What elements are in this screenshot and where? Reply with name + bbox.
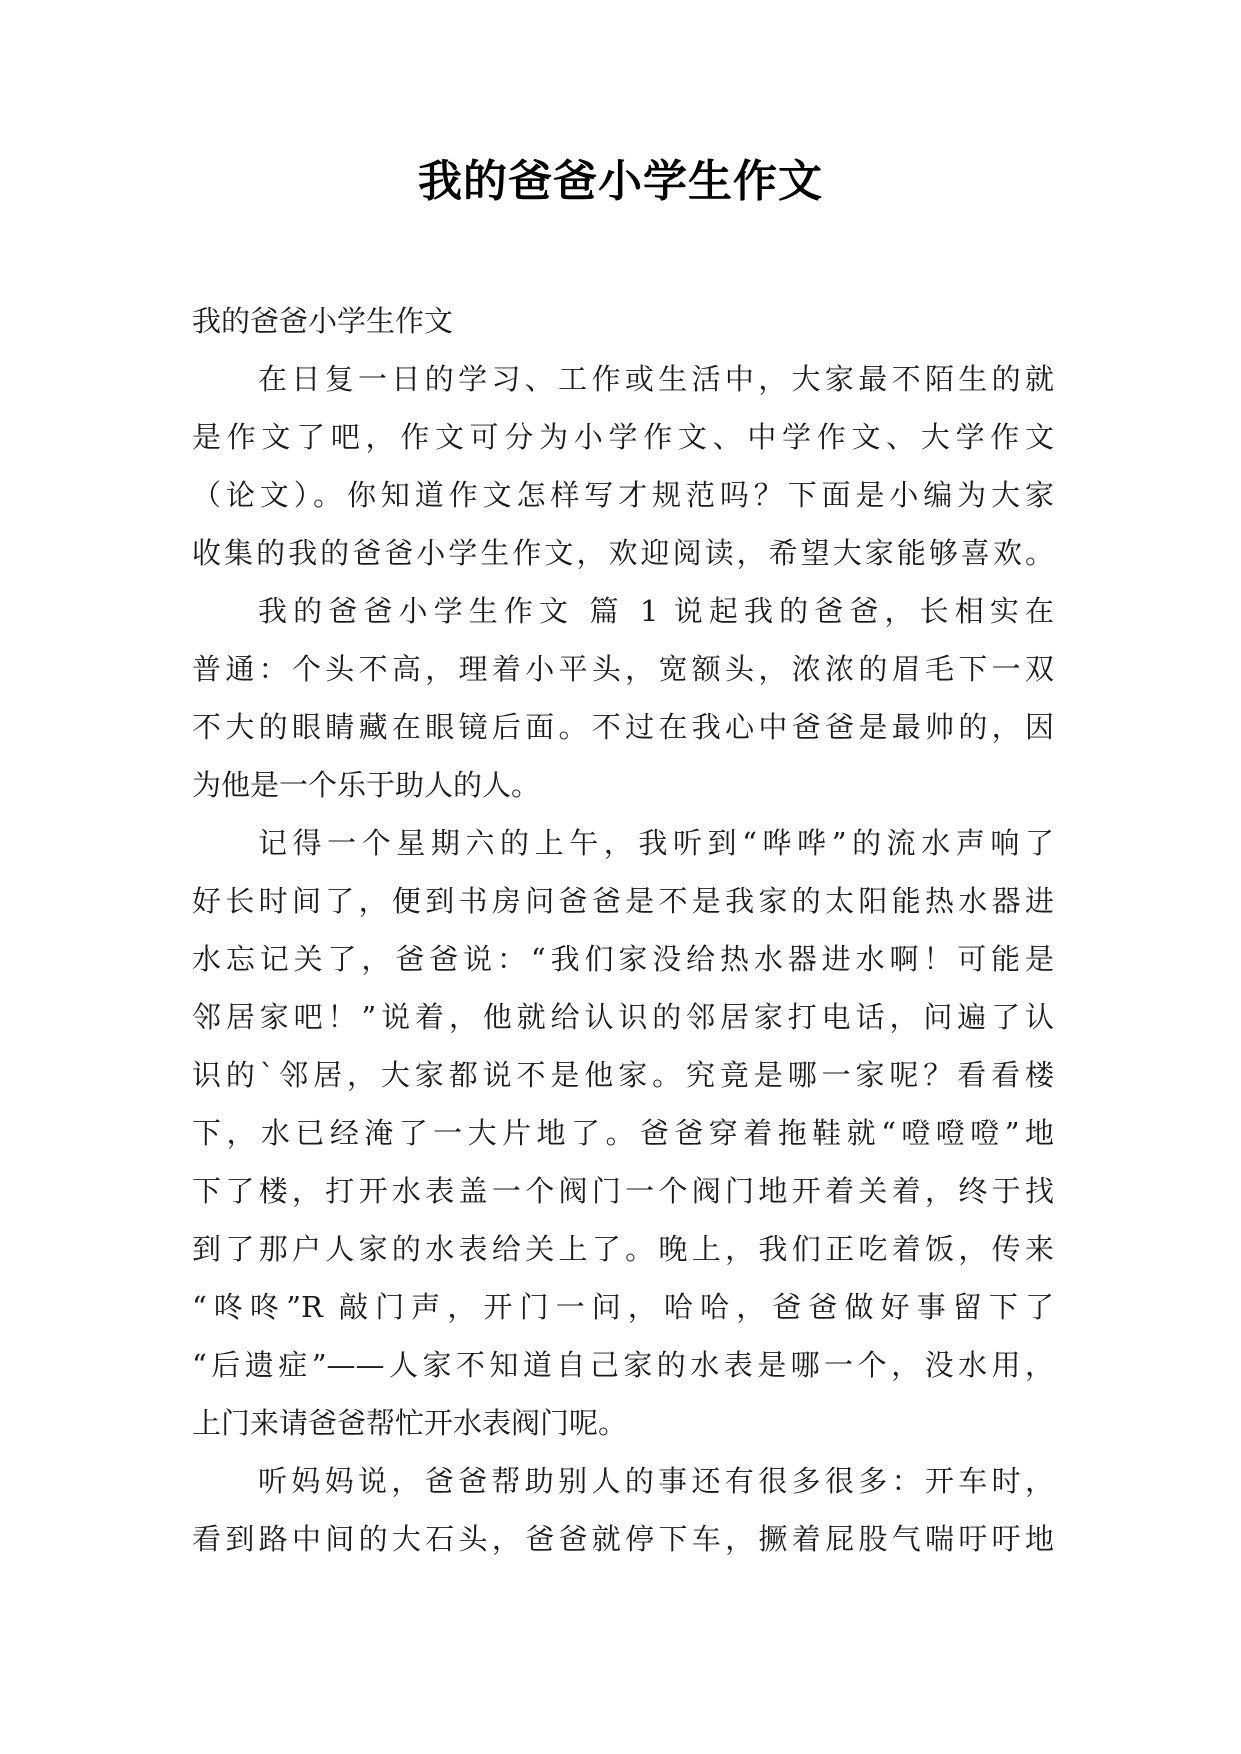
- body-line: （论文）。你知道作文怎样写才规范吗？下面是小编为大家: [192, 478, 1054, 512]
- document-body: [192, 292, 1054, 1568]
- body-line: “咚咚”R 敲门声，开门一问，哈哈，爸爸做好事留下了: [192, 1290, 1054, 1324]
- body-line: 是作文了吧，作文可分为小学作文、中学作文、大学作文: [192, 420, 1054, 454]
- body-line: 上门来请爸爸帮忙开水表阀门呢。: [192, 1406, 628, 1440]
- body-line: 听妈妈说，爸爸帮助别人的事还有很多很多：开车时，: [258, 1464, 1054, 1498]
- body-line: 我的爸爸小学生作文 篇 1 说起我的爸爸，长相实在: [258, 594, 1054, 628]
- body-line: 下了楼，打开水表盖一个阀门一个阀门地开着关着，终于找: [192, 1174, 1054, 1208]
- body-line: “后遗症”——人家不知道自己家的水表是哪一个，没水用，: [192, 1348, 1054, 1382]
- body-line: 普通：个头不高，理着小平头，宽额头，浓浓的眉毛下一双: [192, 652, 1054, 686]
- body-line: 为他是一个乐于助人的人。: [192, 768, 541, 802]
- body-line: 水忘记关了，爸爸说：“我们家没给热水器进水啊！可能是: [192, 942, 1054, 976]
- body-line: 识的`邻居，大家都说不是他家。究竟是哪一家呢？看看楼: [192, 1058, 1054, 1092]
- body-line: 我的爸爸小学生作文: [192, 304, 454, 338]
- body-line: 记得一个星期六的上午，我听到“哗哗”的流水声响了: [258, 826, 1054, 860]
- body-line: 下，水已经淹了一大片地了。爸爸穿着拖鞋就“噔噔噔”地: [192, 1116, 1054, 1150]
- body-line: 收集的我的爸爸小学生作文，欢迎阅读，希望大家能够喜欢。: [192, 536, 1054, 570]
- body-line: 好长时间了，便到书房问爸爸是不是我家的太阳能热水器进: [192, 884, 1054, 918]
- document-title: 我的爸爸小学生作文: [418, 156, 823, 207]
- body-line: 到了那户人家的水表给关上了。晚上，我们正吃着饭，传来: [192, 1232, 1054, 1266]
- body-line: 在日复一日的学习、工作或生活中，大家最不陌生的就: [258, 362, 1054, 396]
- body-line: 邻居家吧！”说着，他就给认识的邻居家打电话，问遍了认: [192, 1000, 1054, 1034]
- body-line: 不大的眼睛藏在眼镜后面。不过在我心中爸爸是最帅的，因: [192, 710, 1054, 744]
- body-line: 看到路中间的大石头，爸爸就停下车，撅着屁股气喘吁吁地: [192, 1522, 1054, 1556]
